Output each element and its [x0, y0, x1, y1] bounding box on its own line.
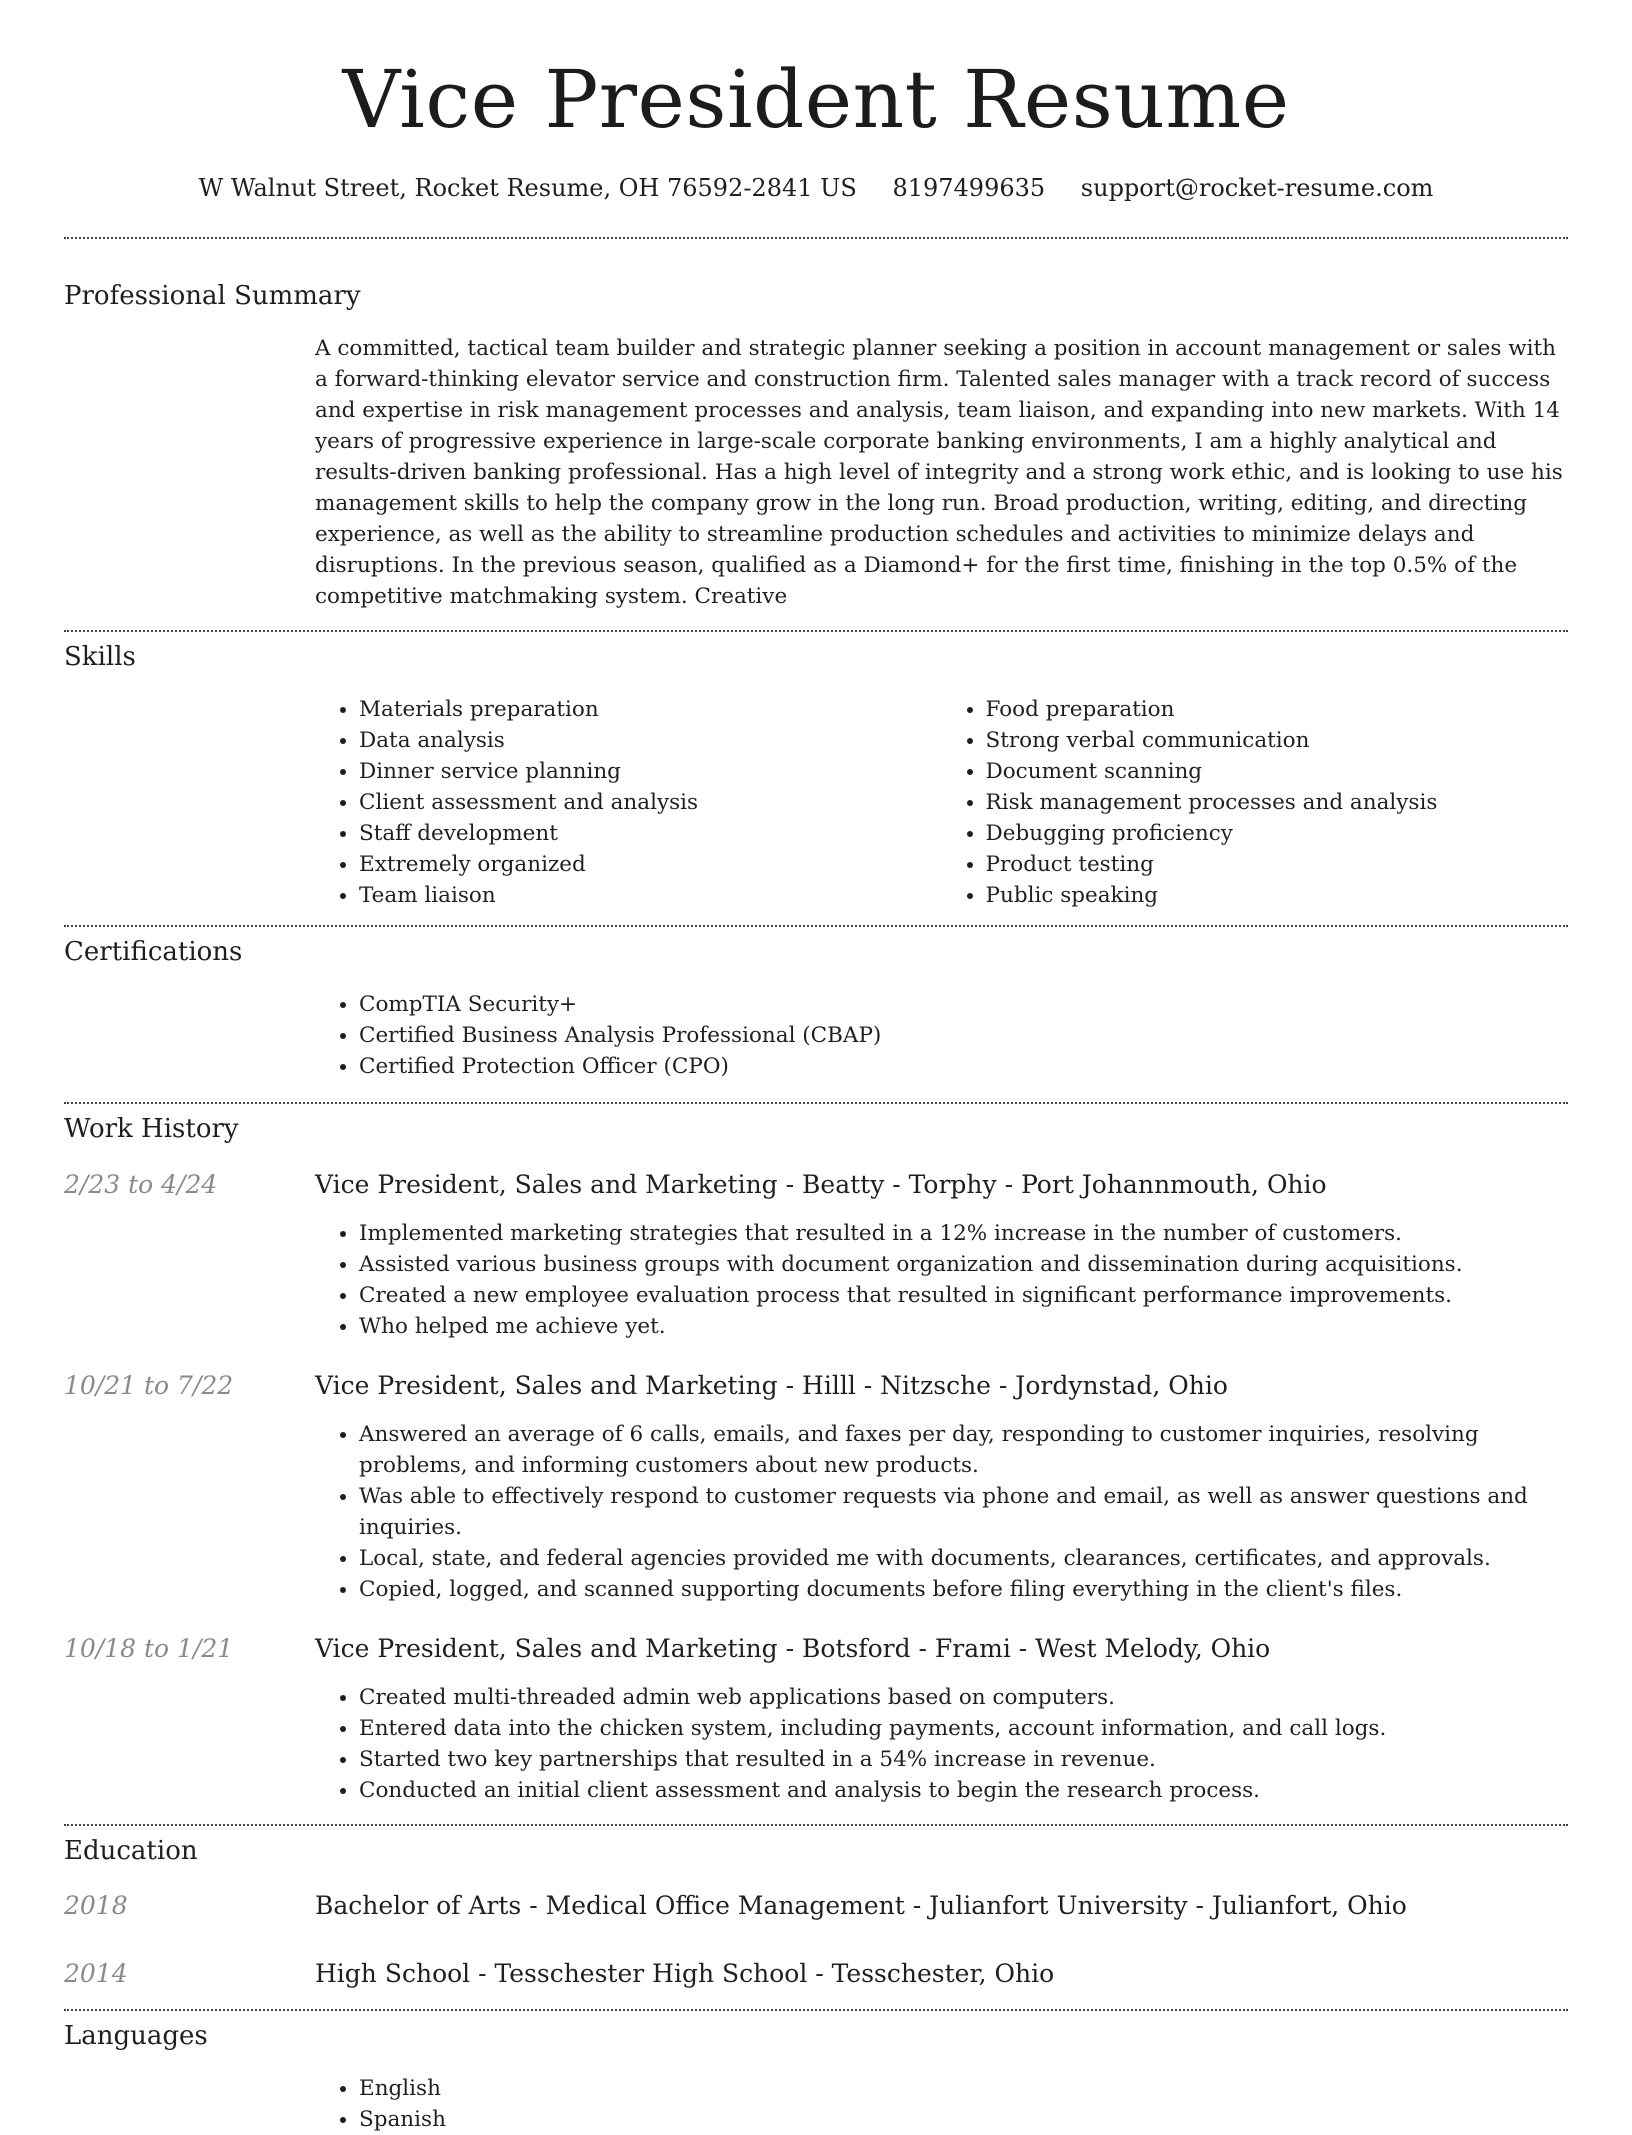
skill-item: • Materials preparation: [359, 694, 942, 725]
job-bullet: • Assisted various business groups with document organization and dissemination during acquisitions.: [359, 1249, 1568, 1280]
education-year: 2014: [64, 1958, 128, 1988]
summary-heading: Professional Summary: [64, 280, 361, 311]
certifications-block: [315, 989, 1568, 1082]
divider: [64, 925, 1568, 927]
job-bullet: • Copied, logged, and scanned supporting documents before filing everything in the client's files.: [359, 1574, 1568, 1605]
job-bullet: • Who helped me achieve yet.: [359, 1311, 1568, 1342]
skill-item: • Food preparation: [986, 694, 1569, 725]
resume-page: [64, 0, 1568, 2135]
education-detail: Bachelor of Arts - Medical Office Management - Julianfort University - Julianfort, Ohio: [315, 1890, 1407, 1920]
address: W Walnut Street, Rocket Resume, OH 76592-2841 US: [198, 174, 857, 202]
skill-item: • Document scanning: [986, 756, 1569, 787]
job-bullet: • Entered data into the chicken system, including payments, account information, and call logs.: [359, 1713, 1568, 1744]
skill-item: • Risk management processes and analysis: [986, 787, 1569, 818]
job-entry: [64, 1170, 1568, 1342]
certification-item: • Certified Business Analysis Professional (CBAP): [359, 1020, 1568, 1051]
language-item: • Spanish: [359, 2104, 1568, 2135]
job-bullet: • Was able to effectively respond to customer requests via phone and email, as well as answer questions and inquiries.: [359, 1481, 1568, 1543]
certification-item: • CompTIA Security+: [359, 989, 1568, 1020]
email-link[interactable]: support@rocket-resume.com: [1080, 174, 1434, 202]
skill-item: • Public speaking: [986, 880, 1569, 911]
job-title: Vice President, Sales and Marketing - Beatty - Torphy - Port Johannmouth, Ohio: [315, 1169, 1327, 1199]
education-detail: High School - Tesschester High School - Tesschester, Ohio: [315, 1958, 1055, 1988]
job-bullet: • Created a new employee evaluation process that resulted in significant performance improvements.: [359, 1280, 1568, 1311]
job-bullet: • Answered an average of 6 calls, emails, and faxes per day, responding to customer inquiries, resolving problems, and informing customers about new products.: [359, 1419, 1568, 1481]
job-bullet: • Local, state, and federal agencies provided me with documents, clearances, certificates, and approvals.: [359, 1543, 1568, 1574]
job-bullet: • Created multi-threaded admin web applications based on computers.: [359, 1682, 1568, 1713]
skills-list-right: [942, 694, 1569, 911]
job-duties: [315, 1682, 1568, 1806]
job-header: [64, 1170, 1568, 1200]
skill-item: • Team liaison: [359, 880, 942, 911]
job-bullets: [315, 1218, 1568, 1342]
skill-item: • Debugging proficiency: [986, 818, 1569, 849]
job-bullet: • Conducted an initial client assessment and analysis to begin the research process.: [359, 1775, 1568, 1806]
skill-item: • Staff development: [359, 818, 942, 849]
divider: [64, 2009, 1568, 2011]
certifications-list: [315, 989, 1568, 1082]
divider: [64, 1824, 1568, 1826]
skill-item: • Data analysis: [359, 725, 942, 756]
job-header: [64, 1634, 1568, 1664]
job-entry: [64, 1634, 1568, 1806]
job-duties: [315, 1218, 1568, 1342]
resume-title: Vice President Resume: [342, 53, 1290, 146]
skill-item: • Client assessment and analysis: [359, 787, 942, 818]
skill-item: • Dinner service planning: [359, 756, 942, 787]
job-bullets: [315, 1682, 1568, 1806]
languages-heading: Languages: [64, 2020, 208, 2051]
skills-list-left: [315, 694, 942, 911]
job-duties: [315, 1419, 1568, 1605]
job-dates: 10/21 to 7/22: [64, 1370, 234, 1400]
languages-list: [315, 2073, 1568, 2135]
work-history-heading: Work History: [64, 1114, 239, 1145]
summary-text: A committed, tactical team builder and strategic planner seeking a position in account management or sales with a forward-thinking elevator service and construction firm. Talented sales manager with a track record of success and expertise in risk management processes and analysis, team liaison, and expanding into new markets. With 14 years of progressive experience in large-scale corporate banking environments, I am a highly analytical and results-driven banking professional. Has a high level of integrity and a strong work ethic, and is looking to use his management skills to help the company grow in the long run. Broad production, writing, editing, and directing experience, as well as the ability to streamline production schedules and activities to minimize delays and disruptions. In the previous season, qualified as a Diamond+ for the first time, finishing in the top 0.5% of the competitive matchmaking system. Creative: [315, 335, 1563, 609]
education-year: 2018: [64, 1890, 128, 1920]
divider: [64, 237, 1568, 239]
certifications-heading: Certifications: [64, 937, 243, 968]
job-title: Vice President, Sales and Marketing - Botsford - Frami - West Melody, Ohio: [315, 1633, 1271, 1663]
certification-item: • Certified Protection Officer (CPO): [359, 1051, 1568, 1082]
language-item: • English: [359, 2073, 1568, 2104]
languages-block: [315, 2073, 1568, 2135]
skills-heading: Skills: [64, 641, 136, 672]
skill-item: • Extremely organized: [359, 849, 942, 880]
phone: 8197499635: [892, 174, 1046, 202]
job-dates: 10/18 to 1/21: [64, 1633, 234, 1663]
education-entry: [64, 1959, 1568, 1989]
skills-columns: [315, 694, 1568, 911]
education-entry: [64, 1891, 1568, 1921]
divider: [64, 1102, 1568, 1104]
job-bullets: [315, 1419, 1568, 1605]
job-dates: 2/23 to 4/24: [64, 1169, 218, 1199]
contact-line: [64, 174, 1568, 203]
job-title: Vice President, Sales and Marketing - Hilll - Nitzsche - Jordynstad, Ohio: [315, 1370, 1228, 1400]
divider: [64, 630, 1568, 632]
job-header: [64, 1371, 1568, 1401]
education-heading: Education: [64, 1835, 198, 1866]
job-entry: [64, 1371, 1568, 1605]
job-bullet: • Implemented marketing strategies that resulted in a 12% increase in the number of customers.: [359, 1218, 1568, 1249]
job-bullet: • Started two key partnerships that resulted in a 54% increase in revenue.: [359, 1744, 1568, 1775]
skill-item: • Product testing: [986, 849, 1569, 880]
skill-item: • Strong verbal communication: [986, 725, 1569, 756]
